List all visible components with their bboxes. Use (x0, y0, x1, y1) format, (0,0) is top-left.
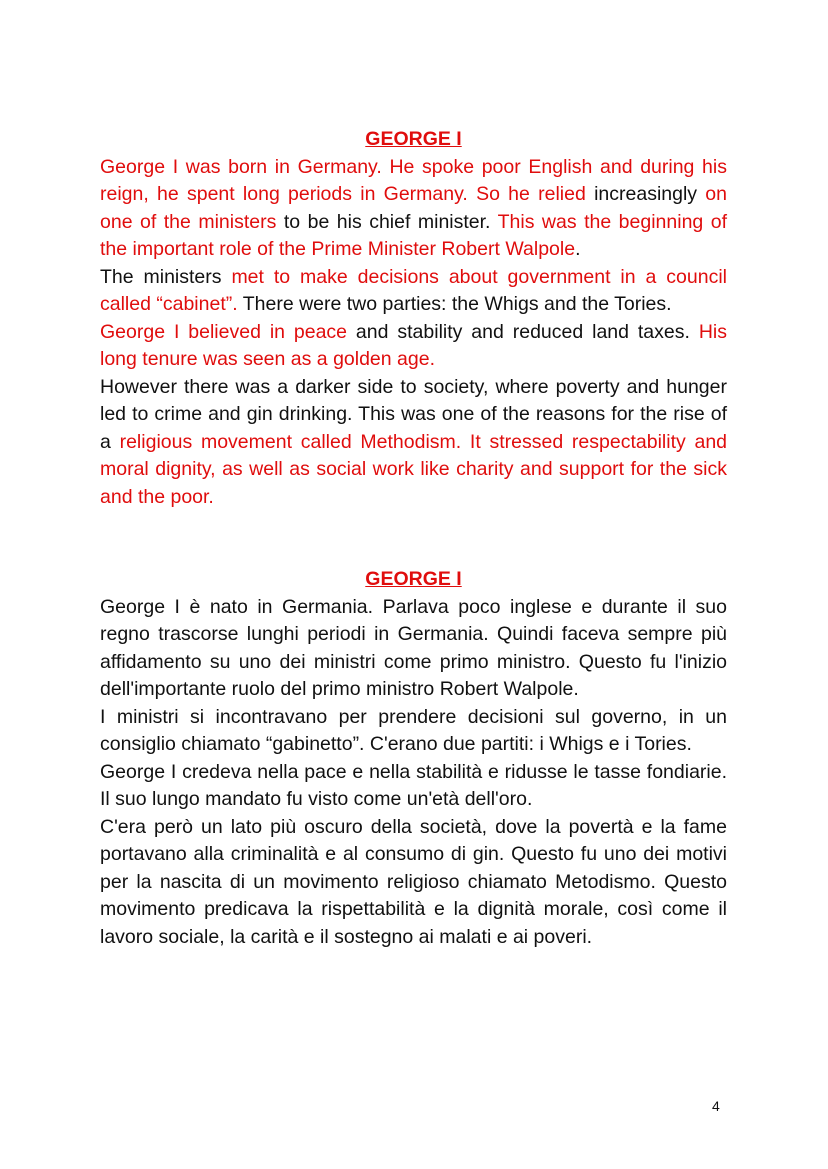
body-text: and stability and reduced land taxes. (347, 320, 699, 343)
body-text: The ministers (100, 265, 232, 288)
italian-paragraph: C'era però un lato più oscuro della società, dove la povertà e la fame portavano alla criminalità e al consumo di gin. Questo fu uno dei motivi per la nascita di un movimento religioso chiamato Metodismo. Questo movimento predicava la rispettabilità e la dignità morale, così come il lavoro sociale, la carità e il sostegno ai malati e ai poveri. (100, 815, 727, 948)
italian-title: GEORGE I (365, 568, 462, 590)
body-text: There were two parties: the Whigs and the Tories. (237, 293, 672, 315)
english-section (100, 126, 727, 511)
highlighted-text: religious movement called Methodism. It stressed respectability and moral dignity, as well as social work like charity and support for the sick and the poor. (100, 430, 728, 508)
english-paragraph (100, 319, 727, 374)
highlighted-text: on one of the ministers (100, 183, 727, 233)
highlighted-text: George I believed in peace (100, 320, 348, 343)
page-number: 4 (712, 1098, 720, 1114)
english-paragraph (100, 154, 727, 264)
english-paragraph (100, 374, 727, 512)
body-text: increasingly (585, 183, 706, 205)
highlighted-text: His long tenure was seen as a golden age. (100, 320, 727, 370)
body-text: . (575, 238, 581, 260)
body-text: to be his chief minister. (276, 210, 498, 233)
italian-paragraph: George I è nato in Germania. Parlava poco inglese e durante il suo regno trascorse lunghi periodi in Germania. Quindi faceva sempre più affidamento su uno dei ministri come primo ministro. Questo fu l'inizio dell'importante ruolo del primo ministro Robert Walpole. (100, 595, 727, 700)
highlighted-text: met to make decisions about government in a council called “cabinet”. (100, 265, 727, 315)
english-paragraph (100, 264, 727, 319)
highlighted-text: This was the beginning of the important role of the Prime Minister Robert Walpole (100, 210, 728, 260)
italian-section (100, 566, 727, 951)
english-body (100, 154, 727, 512)
italian-paragraph: George I credeva nella pace e nella stabilità e ridusse le tasse fondiarie. Il suo lungo mandato fu visto come un'età dell'oro. (100, 760, 727, 810)
english-title: GEORGE I (365, 128, 462, 150)
highlighted-text: George I was born in Germany. He spoke poor English and during his reign, he spent long periods in Germany. So he relied (100, 155, 727, 205)
body-text: However there was a darker side to society, where poverty and hunger led to crime and gin drinking. This was one of the reasons for the rise of a (100, 375, 727, 453)
italian-paragraph: I ministri si incontravano per prendere decisioni sul governo, in un consiglio chiamato “gabinetto”. C'erano due partiti: i Whigs e i Tories. (100, 705, 727, 755)
